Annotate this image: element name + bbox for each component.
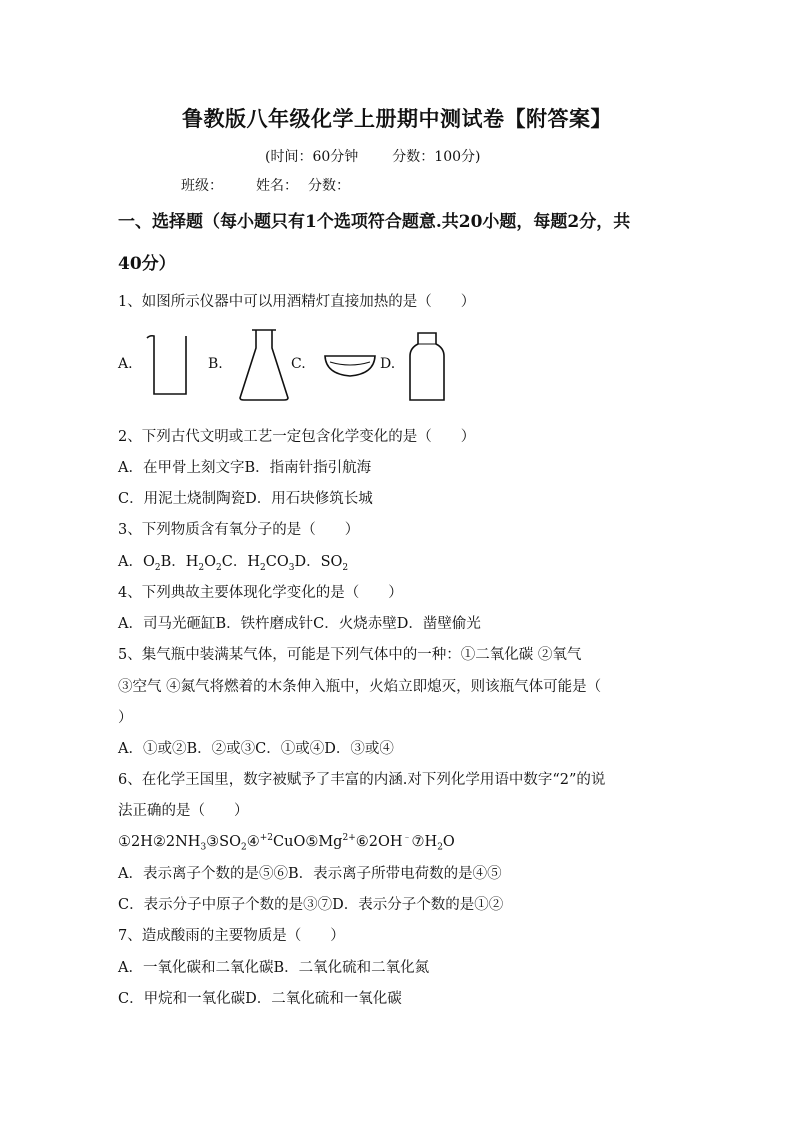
q1-label-a: A. bbox=[118, 356, 133, 372]
q6-formulas bbox=[118, 830, 455, 853]
q6-formula-5-end: O bbox=[442, 833, 455, 850]
q6-formula-3-valence: +2 bbox=[259, 833, 274, 843]
q2-stem: 2、下列古代文明或工艺一定包含化学变化的是（ ） bbox=[118, 429, 476, 445]
section-heading bbox=[118, 202, 688, 284]
q5-stem-line2: ③空气 ④氮气将燃着的木条伸入瓶中，火焰立即熄灭，则该瓶气体可能是（ bbox=[118, 679, 602, 695]
q4-stem: 4、下列典故主要体现化学变化的是（ ） bbox=[118, 585, 403, 601]
q4-options: A．司马光砸缸B．铁杵磨成针C．火烧赤壁D．凿壁偷光 bbox=[118, 616, 481, 632]
q6-options-ab: A．表示离子个数的是⑤⑥B．表示离子所带电荷数的是④⑤ bbox=[118, 866, 502, 882]
q6-formula-1: ①2H②2NH bbox=[118, 833, 201, 850]
q6-formula-1-sub: 3 bbox=[200, 842, 207, 853]
q6-stem-line2: 法正确的是（ ） bbox=[118, 803, 249, 819]
time-limit: (时间：60分钟 bbox=[265, 149, 359, 165]
class-label: 班级： bbox=[181, 178, 223, 194]
q1-label-b: B. bbox=[208, 356, 223, 372]
total-score: 分数：100分) bbox=[392, 149, 481, 165]
q6-formula-4: ⑥2OH bbox=[355, 833, 403, 850]
evaporating-dish-icon bbox=[322, 352, 378, 380]
q7-options-ab: A．一氧化碳和二氧化碳B．二氧化硫和二氧化氮 bbox=[118, 960, 430, 976]
q3-opt-b-sub1: 2 bbox=[198, 562, 205, 573]
q3-opt-b-sub2: 2 bbox=[216, 562, 222, 573]
q7-options-cd: C．甲烷和一氧化碳D．二氧化硫和一氧化碳 bbox=[118, 991, 402, 1007]
q3-opt-a-sub: 2 bbox=[154, 562, 161, 573]
q3-options bbox=[118, 550, 348, 573]
q1-label-d: D. bbox=[380, 356, 396, 372]
section-heading-line2: 40分） bbox=[118, 254, 176, 274]
q2-options-cd: C．用泥土烧制陶瓷D．用石块修筑长城 bbox=[118, 491, 373, 507]
score-label: 分数： bbox=[308, 178, 350, 194]
exam-title: 鲁教版八年级化学上册期中测试卷【附答案】 bbox=[182, 106, 612, 131]
q3-opt-b-o: O bbox=[204, 554, 217, 570]
q2-options-ab: A．在甲骨上刻文字B．指南针指引航海 bbox=[118, 460, 372, 476]
q3-opt-a: A．O bbox=[118, 554, 155, 570]
q6-formula-2-sub: 2 bbox=[241, 842, 247, 853]
q3-opt-c-co: CO bbox=[265, 554, 289, 570]
section-heading-line1: 一、选择题（每小题只有1个选项符合题意.共20小题，每题2分，共 bbox=[118, 212, 631, 232]
q3-opt-d: D．SO bbox=[294, 554, 343, 570]
student-info bbox=[181, 175, 383, 195]
q6-formula-4-charge: ﹣ bbox=[402, 833, 412, 843]
q6-formula-5: ⑦H bbox=[411, 833, 438, 850]
q3-stem: 3、下列物质含有氧分子的是（ ） bbox=[118, 522, 360, 538]
q1-stem: 1、如图所示仪器中可以用酒精灯直接加热的是（ ） bbox=[118, 294, 476, 310]
q6-formula-3: ④ bbox=[246, 833, 260, 850]
q3-opt-d-sub: 2 bbox=[342, 562, 349, 573]
q3-opt-b: B．H bbox=[160, 554, 199, 570]
q6-stem-line1: 6、在化学王国里，数字被赋予了丰富的内涵.对下列化学用语中数字“2”的说 bbox=[118, 772, 606, 788]
q3-opt-c-sub2: 3 bbox=[288, 562, 295, 573]
q5-options: A．①或②B．②或③C．①或④D．③或④ bbox=[118, 741, 394, 757]
q1-figure bbox=[118, 326, 588, 406]
q5-stem-line3: ） bbox=[118, 710, 133, 726]
gas-bottle-icon bbox=[406, 330, 448, 402]
q6-formula-3-charge: 2+ bbox=[342, 833, 356, 843]
q7-stem: 7、造成酸雨的主要物质是（ ） bbox=[118, 928, 345, 944]
conical-flask-icon bbox=[236, 328, 292, 402]
q5-stem-line1: 5、集气瓶中装满某气体，可能是下列气体中的一种：①二氧化碳 ②氧气 bbox=[118, 647, 582, 663]
q6-formula-5-sub: 2 bbox=[437, 842, 443, 853]
name-label: 姓名： bbox=[256, 178, 298, 194]
q6-options-cd: C．表示分子中原子个数的是③⑦D．表示分子个数的是①② bbox=[118, 897, 504, 913]
q6-formula-2: ③SO bbox=[206, 833, 241, 850]
q3-opt-c: C．H bbox=[221, 554, 261, 570]
q6-formula-3-body: CuO⑤Mg bbox=[273, 833, 343, 850]
q1-label-c: C. bbox=[291, 356, 306, 372]
exam-subtitle bbox=[265, 146, 480, 166]
q3-opt-c-sub1: 2 bbox=[260, 562, 266, 573]
beaker-icon bbox=[144, 332, 190, 398]
